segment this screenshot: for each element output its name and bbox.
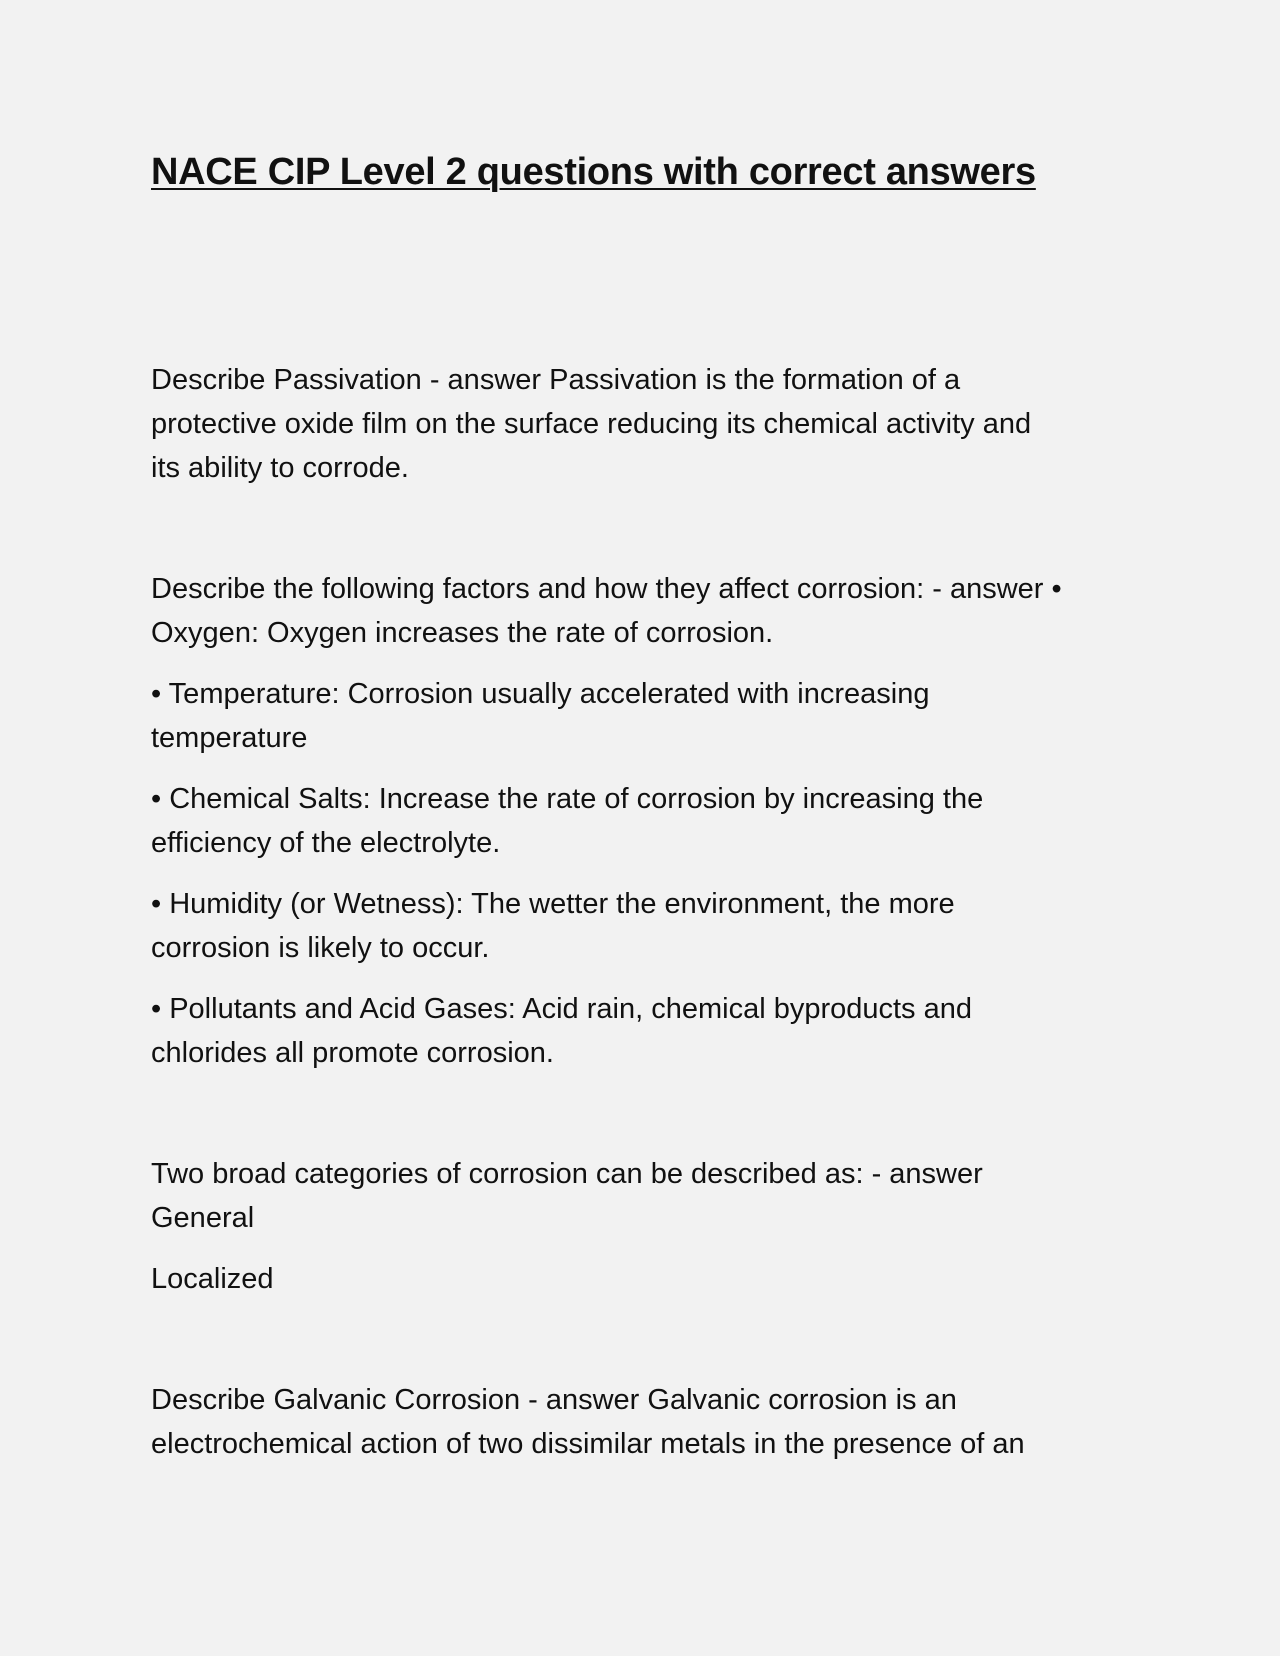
bullet-item-chemical-salts [151, 777, 1141, 865]
text-line: Describe the following factors and how they affect corrosion: - answer • [151, 572, 1062, 605]
text-line: its ability to corrode. [151, 451, 409, 484]
paragraph [151, 567, 1141, 655]
text-line: General [151, 1201, 255, 1234]
qa-passivation [151, 358, 1141, 490]
text-line: Oxygen: Oxygen increases the rate of corrosion. [151, 616, 774, 649]
text-line: • Pollutants and Acid Gases: Acid rain, chemical byproducts and [151, 992, 972, 1025]
paragraph-gap [151, 970, 1141, 987]
text-line: efficiency of the electrolyte. [151, 826, 501, 859]
title-spacer [151, 196, 1141, 358]
text-line: electrochemical action of two dissimilar metals in the presence of an [151, 1427, 1025, 1460]
text-line: protective oxide film on the surface reducing its chemical activity and [151, 407, 1032, 440]
paragraph [151, 1378, 1141, 1466]
qa-galvanic-corrosion [151, 1378, 1141, 1466]
document-title: NACE CIP Level 2 questions with correct answers [151, 151, 1036, 193]
text-line: Describe Passivation - answer Passivation is the formation of a [151, 363, 961, 396]
text-line: Two broad categories of corrosion can be described as: - answer [151, 1157, 983, 1190]
text-line: temperature [151, 721, 308, 754]
bullet-item-pollutants [151, 987, 1141, 1075]
paragraph-gap [151, 1240, 1141, 1257]
paragraph [151, 358, 1141, 490]
block-divider [151, 1075, 1141, 1152]
paragraph-gap [151, 760, 1141, 777]
qa-corrosion-categories [151, 1152, 1141, 1301]
block-divider [151, 490, 1141, 567]
qa-corrosion-factors [151, 567, 1141, 1075]
block-divider [151, 1301, 1141, 1378]
text-line: corrosion is likely to occur. [151, 931, 490, 964]
text-line: chlorides all promote corrosion. [151, 1036, 554, 1069]
document-content [151, 150, 1141, 1466]
paragraph-gap [151, 865, 1141, 882]
text-line: • Temperature: Corrosion usually accelerated with increasing [151, 677, 930, 710]
text-line: • Chemical Salts: Increase the rate of corrosion by increasing the [151, 782, 984, 815]
paragraph-gap [151, 655, 1141, 672]
bullet-item-temperature [151, 672, 1141, 760]
text-line: Localized [151, 1262, 274, 1295]
text-line: • Humidity (or Wetness): The wetter the environment, the more [151, 887, 955, 920]
bullet-item-humidity [151, 882, 1141, 970]
paragraph [151, 1257, 1141, 1301]
paragraph [151, 1152, 1141, 1240]
text-line: Describe Galvanic Corrosion - answer Galvanic corrosion is an [151, 1383, 957, 1416]
